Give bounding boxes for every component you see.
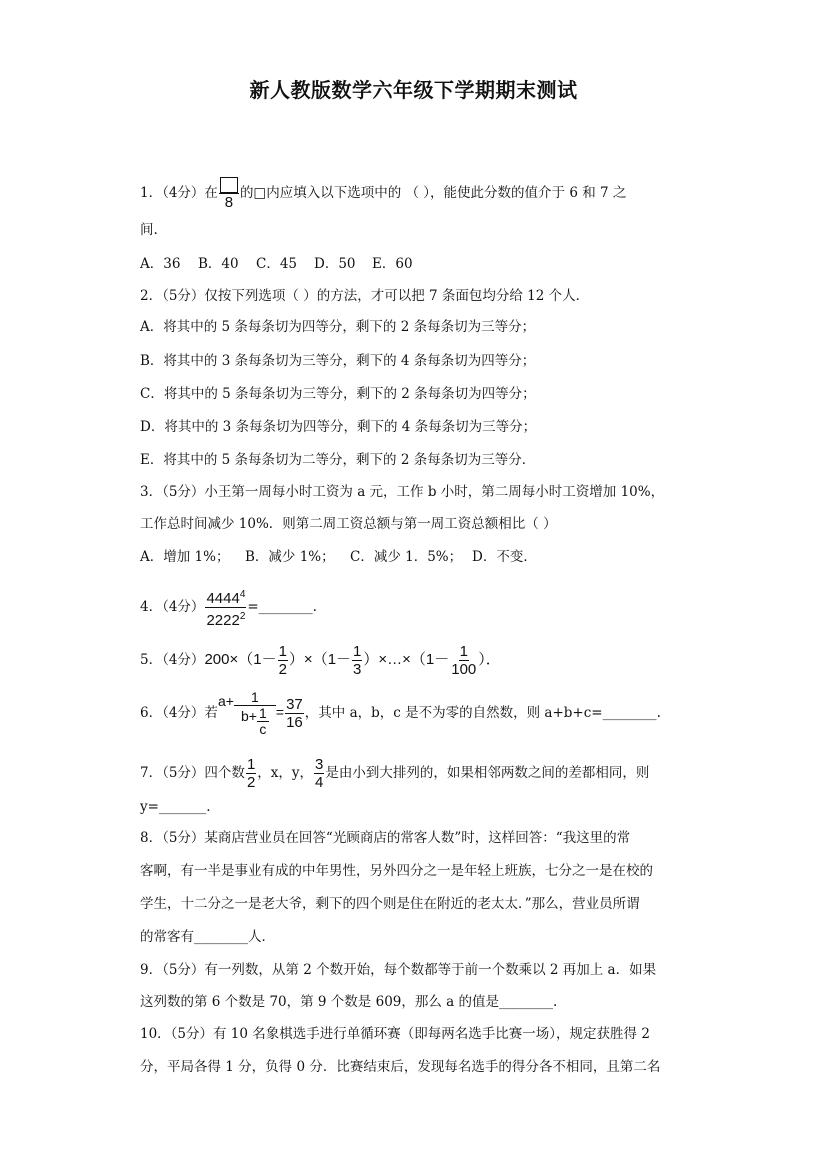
q1-options	[140, 254, 700, 274]
fraction-1-2: $\frac{1}{2}$	[278, 643, 287, 678]
q1-prefix: 1．（4分）在	[140, 185, 218, 202]
option: A．36	[140, 256, 181, 272]
option: C．45	[256, 256, 298, 272]
fraction-1-3: $\frac{1}{3}$	[353, 643, 362, 678]
question-8: 8．（5分）某商店营业员在回答“光顾商店的常客人数”时，这样回答：“我这里的常	[140, 830, 631, 846]
q4-answer-blank: =________.	[247, 599, 317, 615]
question-2: 2．（5分）仅按下列选项（ ）的方法，才可以把 7 条面包均分给 12 个人．	[140, 288, 590, 304]
q3-line-2: 工作总时间减少 10%．则第二周工资总额与第一周工资总额相比（ ）	[140, 516, 557, 532]
fraction-3-4: $\frac{3}{4}$	[315, 756, 324, 791]
fraction-1-2: $\frac{1}{2}$	[246, 756, 256, 791]
q10-line: 分，平局各得 1 分，负得 0 分．比赛结束后，发现每名选手的得分各不相同，且第二名	[140, 1059, 661, 1075]
q4-prefix: 4．（4分）	[140, 599, 205, 615]
option: D．不变．	[472, 549, 537, 565]
page-title: 新人教版数学六年级下学期期末测试	[249, 78, 578, 102]
option: E．将其中的 5 条每条切为二等分，剩下的 2 条每条切为三等分．	[140, 452, 536, 468]
blank-box	[220, 177, 238, 193]
option: D．将其中的 3 条每条切为四等分，剩下的 4 条每条切为三等分；	[140, 419, 537, 435]
option: A．将其中的 5 条每条切为四等分，剩下的 2 条每条切为三等分；	[140, 319, 536, 335]
q8-line: 的常客有________人．	[140, 929, 275, 945]
option: A．增加 1%；	[140, 549, 230, 565]
option: C．减少 1．5%；	[350, 549, 463, 565]
q8-line: 学生，十二分之一是老大爷，剩下的四个则是住在附近的老太太．”那么，营业员所谓	[140, 896, 640, 912]
question-1	[140, 176, 700, 211]
q8-line: 客啊，有一半是事业有成的中年男性，另外四分之一是年轻上班族，七分之一是在校的	[140, 863, 653, 879]
fraction-37-16: $\frac{37}{16}$	[286, 696, 303, 731]
option: C．将其中的 5 条每条切为三等分，剩下的 2 条每条切为四等分；	[140, 386, 536, 402]
q3-options	[140, 547, 700, 567]
question-9: 9．（5分）有一列数，从第 2 个数开始，每个数都等于前一个数乘以 2 再加上 a．如果	[140, 962, 657, 978]
option: B．减少 1%；	[245, 549, 335, 565]
q7-continuation: y=_______.	[140, 799, 211, 815]
option: E．60	[372, 256, 413, 272]
q1-continuation: 间.	[140, 222, 158, 238]
continued-fraction: a+ 1 b+ $\frac{1}{c}$	[218, 690, 276, 737]
fraction-1-100: $\frac{1}{100}$	[451, 643, 477, 678]
question-3: 3．（5分）小王第一周每小时工资为 a 元，工作 b 小时，第二周每小时工资增加 10%，	[140, 484, 665, 500]
question-4	[140, 586, 700, 629]
q1-fraction: 8	[219, 176, 239, 211]
q1-suffix: 的□内应填入以下选项中的 （ ），能使此分数的值介于 6 和 7 之	[239, 185, 627, 202]
question-7: 7．（5分）四个数 $\frac{1}{2}$ ，x，y， $\frac{3}{4}$ 是由小到大排列的，如果相邻两数之间的差都相同，则	[140, 756, 650, 791]
question-10: 10．（5分）有 10 名象棋选手进行单循环赛（即每两名选手比赛一场），规定获胜得 2	[140, 1026, 650, 1042]
option: B．将其中的 3 条每条切为三等分，剩下的 4 条每条切为四等分；	[140, 353, 536, 369]
q9-line: 这列数的第 6 个数是 70，第 9 个数是 609，那么 a 的值是________.	[140, 994, 558, 1010]
q4-fraction: $\frac{4444^4}{2222^2}$	[205, 586, 246, 629]
option: D．50	[314, 256, 356, 272]
question-6: 6．（4分）若 a+ 1 b+ $\frac{1}{c}$ = $\frac{37}{16}$ ，其中 a，b，c 是不为零的自然数，则 a+b+c=________.	[140, 689, 661, 737]
option: B．40	[198, 256, 239, 272]
question-5: 5．（4分）200×（1－ $\frac{1}{2}$ ）×（1－ $\frac{1}{3}$ ）×…×（1－ $\frac{1}{100}$ ）．	[140, 643, 501, 678]
